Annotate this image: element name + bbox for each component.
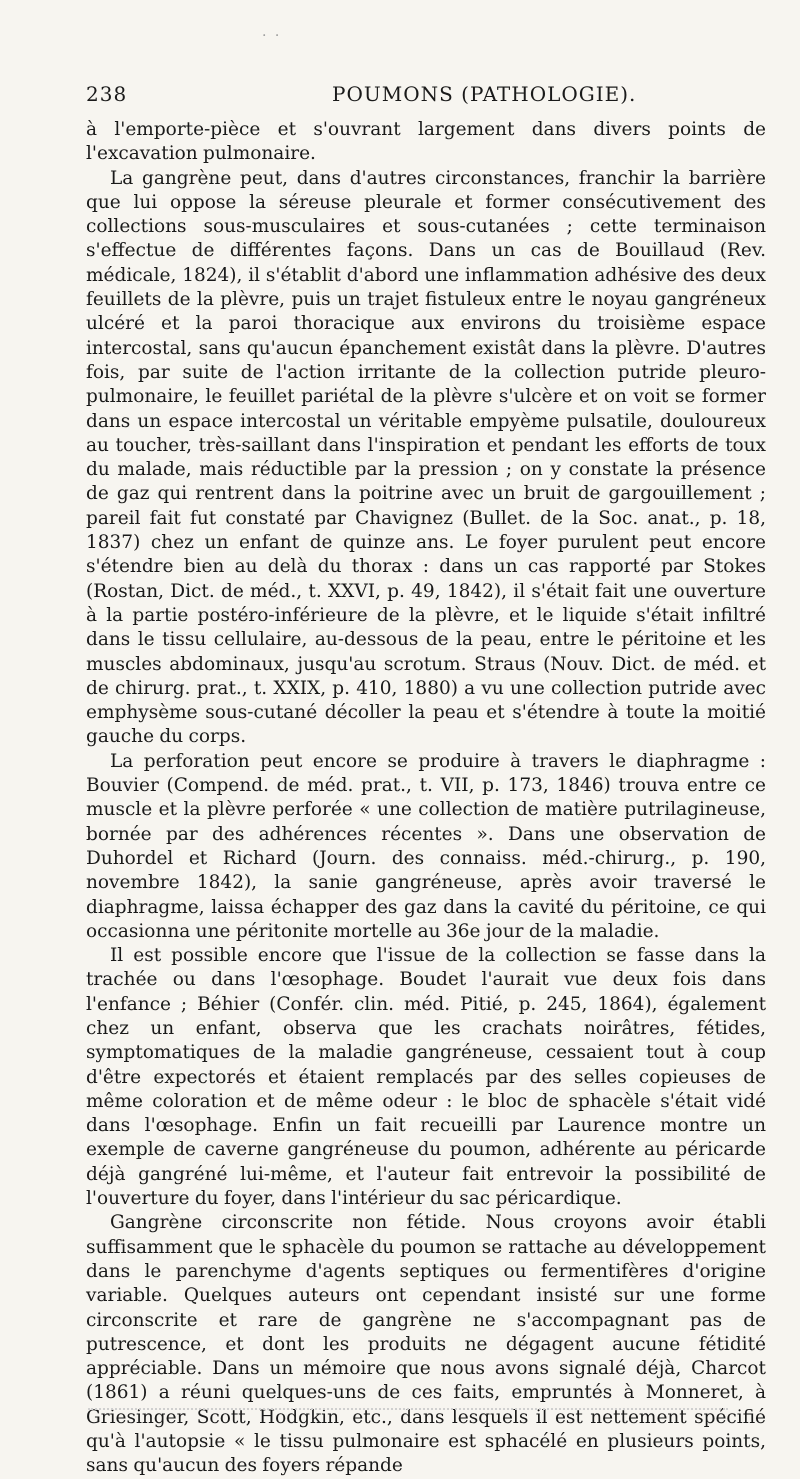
- paragraph-3: La perforation peut encore se produire à travers le diaphragme : Bouvier (Compend. de méd. prat., t. VII, p. 173, 1846) trouva entre ce muscle et la plèvre perforée « une collection de matière putrilagineuse, bornée par des adhérences récentes ». Dans une observation de Duhordel et Richard (Journ. des connaiss. méd.-chirurg., p. 190, novembre 1842), la sanie gangréneuse, après avoir traversé le diaphragme, laissa échapper des gaz dans la cavité du péritoine, ce qui occasionna une péritonite mortelle au 36e jour de la maladie.: [86, 750, 766, 942]
- paragraph-2: La gangrène peut, dans d'autres circonstances, franchir la barrière que lui oppose la séreuse pleurale et former consécutivement des collections sous-musculaires et sous-cutanées ; cette terminaison s'effectue de différentes façons. Dans un cas de Bouillaud (Rev. médicale, 1824), il s'établit d'abord une inflammation adhésive des deux feuillets de la plèvre, puis un trajet fistuleux entre le noyau gangréneux ulcéré et la paroi thoracique aux environs du troisième espace intercostal, sans qu'aucun épanchement existât dans la plèvre. D'autres fois, par suite de l'action irritante de la collection putride pleuro-pulmonaire, le feuillet pariétal de la plèvre s'ulcère et on voit se former dans un espace intercostal un véritable empyème pulsatile, douloureux au toucher, très-saillant dans l'inspiration et pendant les efforts de toux du malade, mais réductible par la pression ; on y constate la présence de gaz qui rentrent dans la poitrine avec un bruit de gargouillement ; pareil fait fut constaté par Chavignez (Bullet. de la Soc. anat., p. 18, 1837) chez un enfant de quinze ans. Le foyer purulent peut encore s'étendre bien au delà du thorax : dans un cas rapporté par Stokes (Rostan, Dict. de méd., t. XXVI, p. 49, 1842), il s'était fait une ouverture à la partie postéro-inférieure de la plèvre, et le liquide s'était infiltré dans le tissu cellulaire, au-dessous de la peau, entre le péritoine et les muscles abdominaux, jusqu'au scrotum. Straus (Nouv. Dict. de méd. et de chirurg. prat., t. XXIX, p. 410, 1880) a vu une collection putride avec emphysème sous-cutané décoller la peau et s'étendre à toute la moitié gauche du corps.: [86, 167, 766, 748]
- paragraph-1: à l'emporte-pièce et s'ouvrant largement dans divers points de l'excavation pulmonaire.: [86, 119, 766, 165]
- body-text: [86, 118, 766, 1479]
- print-smudge: · ·: [262, 28, 282, 44]
- paragraph-4: Il est possible encore que l'issue de la collection se fasse dans la trachée ou dans l'œsophage. Boudet l'aurait vue deux fois dans l'enfance ; Béhier (Confér. clin. méd. Pitié, p. 245, 1864), également chez un enfant, observa que les crachats noirâtres, fétides, symptomatiques de la maladie gangréneuse, cessaient tout à coup d'être expectorés et étaient remplacés par des selles copieuses de même coloration et de même odeur : le bloc de sphacèle s'était vidé dans l'œsophage. Enfin un fait recueilli par Laurence montre un exemple de caverne gangréneuse du poumon, adhérente au péricarde déjà gangréné lui-même, et l'auteur fait entrevoir la possibilité de l'ouverture du foyer, dans l'intérieur du sac péricardique.: [86, 945, 766, 1210]
- page-header: [86, 82, 766, 118]
- bottom-print-marks: [88, 1404, 728, 1410]
- running-title: POUMONS (PATHOLOGIE).: [332, 82, 637, 106]
- paragraph-5: Gangrène circonscrite non fétide. Nous croyons avoir établi suffisamment que le sphacèle du poumon se rattache au développement dans le parenchyme d'agents septiques ou fermentifères d'origine variable. Quelques auteurs ont cependant insisté sur une forme circonscrite et rare de gangrène ne s'accompagnant pas de putrescence, et dont les produits ne dégagent aucune fétidité appréciable. Dans un mémoire que nous avons signalé déjà, Charcot (1861) a réuni quelques-uns de ces faits, empruntés à Monneret, à Griesinger, Scott, Hodgkin, etc., dans lesquels il est nettement spécifié qu'à l'autopsie « le tissu pulmonaire est sphacélé en plusieurs points, sans qu'aucun des foyers répande: [86, 1212, 766, 1477]
- page-number: 238: [86, 82, 128, 106]
